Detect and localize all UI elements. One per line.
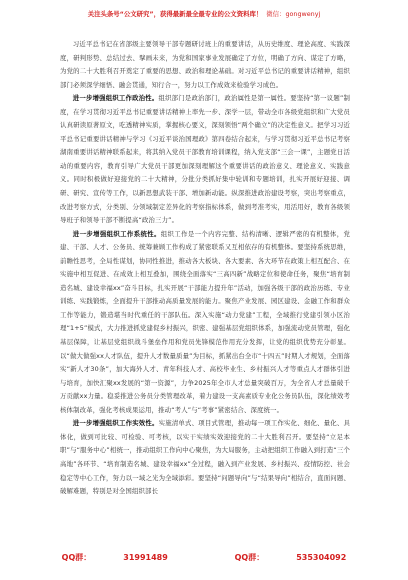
qq-label: QQ群：: [61, 553, 92, 562]
footer-qq-group-2: [219, 553, 363, 562]
paragraph-lead: 进一步增强组织工作系统性。: [72, 229, 161, 238]
qq-number: 535304092: [296, 553, 347, 562]
paragraph-text: 组织工作是一个内容完整、结构清晰、逻辑严密的有机整体，党建、干部、人才、公务员、统筹兼顾工作构成了紧密联系又互相依存的有机整体。要坚持系统思维，前瞻性思考，全局性谋划，协同性推进，推动各大板块、各大要素、各大环节在政策上相互配合、在实施中相互促进、在成效上相互叠加，围绕全面落实“三高四新”战略定位和使命任务，聚焦“培育制造名城、建设幸福xx”奋斗目标，扎实开展“干部能力提升年”活动，加强各级干部的政治历练、专业训练、实践锻炼，全面提升干部推动高质量发展的能力。聚焦产业发展、园区建设、金融工作和群众工作等能力，锻造堪当时代重任的干部队伍。深入实施“动力党建”工程，全域推行党建引领小区治理“1+5”模式，大力推进抓党建促乡村振兴，织密、建强基层党组织体系，加强流动党员管理，强化基层保障，让基层党组织战斗堡垒作用和党员先锋模范作用充分发挥，让党的组织优势充分彰显。以“做大做强xx人才队伍，提升人才数量质量”为目标，抓紧出台全市“十四五”时期人才规划，全面落实“新人才30条”，加大海外人才、青年科技人才、高校毕业生、乡村振兴人才等重点人才群体引进与培育，加快汇聚xx发展的“第一资源”，力争2025年全市人才总量突破百万，为全省人才总量破千万贡献xx力量。稳妥推进公务员分类管理改革，着力建设一支高素质专业化公务员队伍，深化绩效考核体制改革，强化考核成果运用，推动“考人”与“考事”紧密结合、深度统一。: [60, 229, 350, 414]
paragraph-intro: [60, 38, 350, 92]
banner-promo-text: 关注头条号“公文研究”，获得最新最全最专业的公文资料库！: [87, 10, 263, 18]
document-body: [60, 38, 350, 499]
paragraph-text: 组织部门是政治部门，政治属性是第一属性。要坚持“第一议题”制度，在学习贯彻习近平总书记重要讲话精神上率先一步、深学一层，带动全市各级党组织和广大党员认真研读原著原文，吃透精神实质，掌握核心要义，深刻领悟“两个确立”的决定性意义。把学习习近平总书记重要讲话精神与学习《习近平谈治国理政》第四卷结合起来，与学习贯彻习近平总书记考察湖南重要讲话精神联系起来，将其纳入党员干部教育培训课程，纳入党支部“三会一课”，主题党日活动的重要内容，教育引导广大党员干部更加深刻理解这个重要讲话的政治意义、理论意义、实践意义。同时积极做好迎接党的二十大精神，分批分类抓好集中轮训和专题培训，扎实开展好迎接、调研、研究、宣传等工作，以新思想武装干部、增加新动能。纵深推进政治建设考察，突出考察重点，改进考察方式，分类别、分领域制定差异化的考察指标体系，做到考准考实，用活用好，教育各级领导班子和领导干部不断提高“政治三力”。: [60, 94, 350, 225]
paragraph-systematic: [60, 228, 350, 418]
banner-wechat-id: gongwenyj: [285, 10, 321, 18]
paragraph-lead: 进一步增强组织工作政治性。: [72, 94, 159, 103]
footer-contact: [0, 552, 408, 563]
banner-wechat-label: 微信：: [266, 10, 286, 18]
paragraph-political: [60, 92, 350, 227]
qq-label: QQ群：: [234, 553, 265, 562]
paragraph-text: 实施清单式、项目式管理，推动每一项工作实化、细化、量化、具体化，做到可比较、可检验、可考核，以实干实绩实效迎接党的二十大胜利召开。要坚持“立足本职”与“服务中心”相统一，推动组织工作向中心聚焦，为大局服务，主动把组织工作融入到打造“三个高地”各环节、“培育制造名城、建设幸福xx”全过程，融入到产业发展、乡村振兴、疫情防控、社会稳定等中心工作，努力以一域之光为全域添彩。要坚持“问题导向”与“结果导向”相结合，直面问题、破解难题，特别是对全国组织部长: [60, 419, 350, 496]
paragraph-text: 习近平总书记在省部级主要领导干部专题研讨班上的重要讲话，从历史维度、理论高度、实践深度，研判形势、总结过去、擘画未来，为党和国家事业发展确定了方位，明确了方向、谋定了方略，为党的二十大胜利召开奠定了重要的思想、政治和理论基础。对习近平总书记的重要讲话精神，组织部门必须深学细悟、融会贯通，知行合一，努力以工作成效来检验学习成色。: [60, 40, 350, 89]
paragraph-effectiveness: [60, 417, 350, 498]
paragraph-lead: 进一步增强组织工作实效性。: [72, 419, 159, 428]
footer-qq-group-1: [46, 553, 184, 562]
qq-number: 31991489: [123, 553, 168, 562]
header-banner: [0, 10, 408, 19]
